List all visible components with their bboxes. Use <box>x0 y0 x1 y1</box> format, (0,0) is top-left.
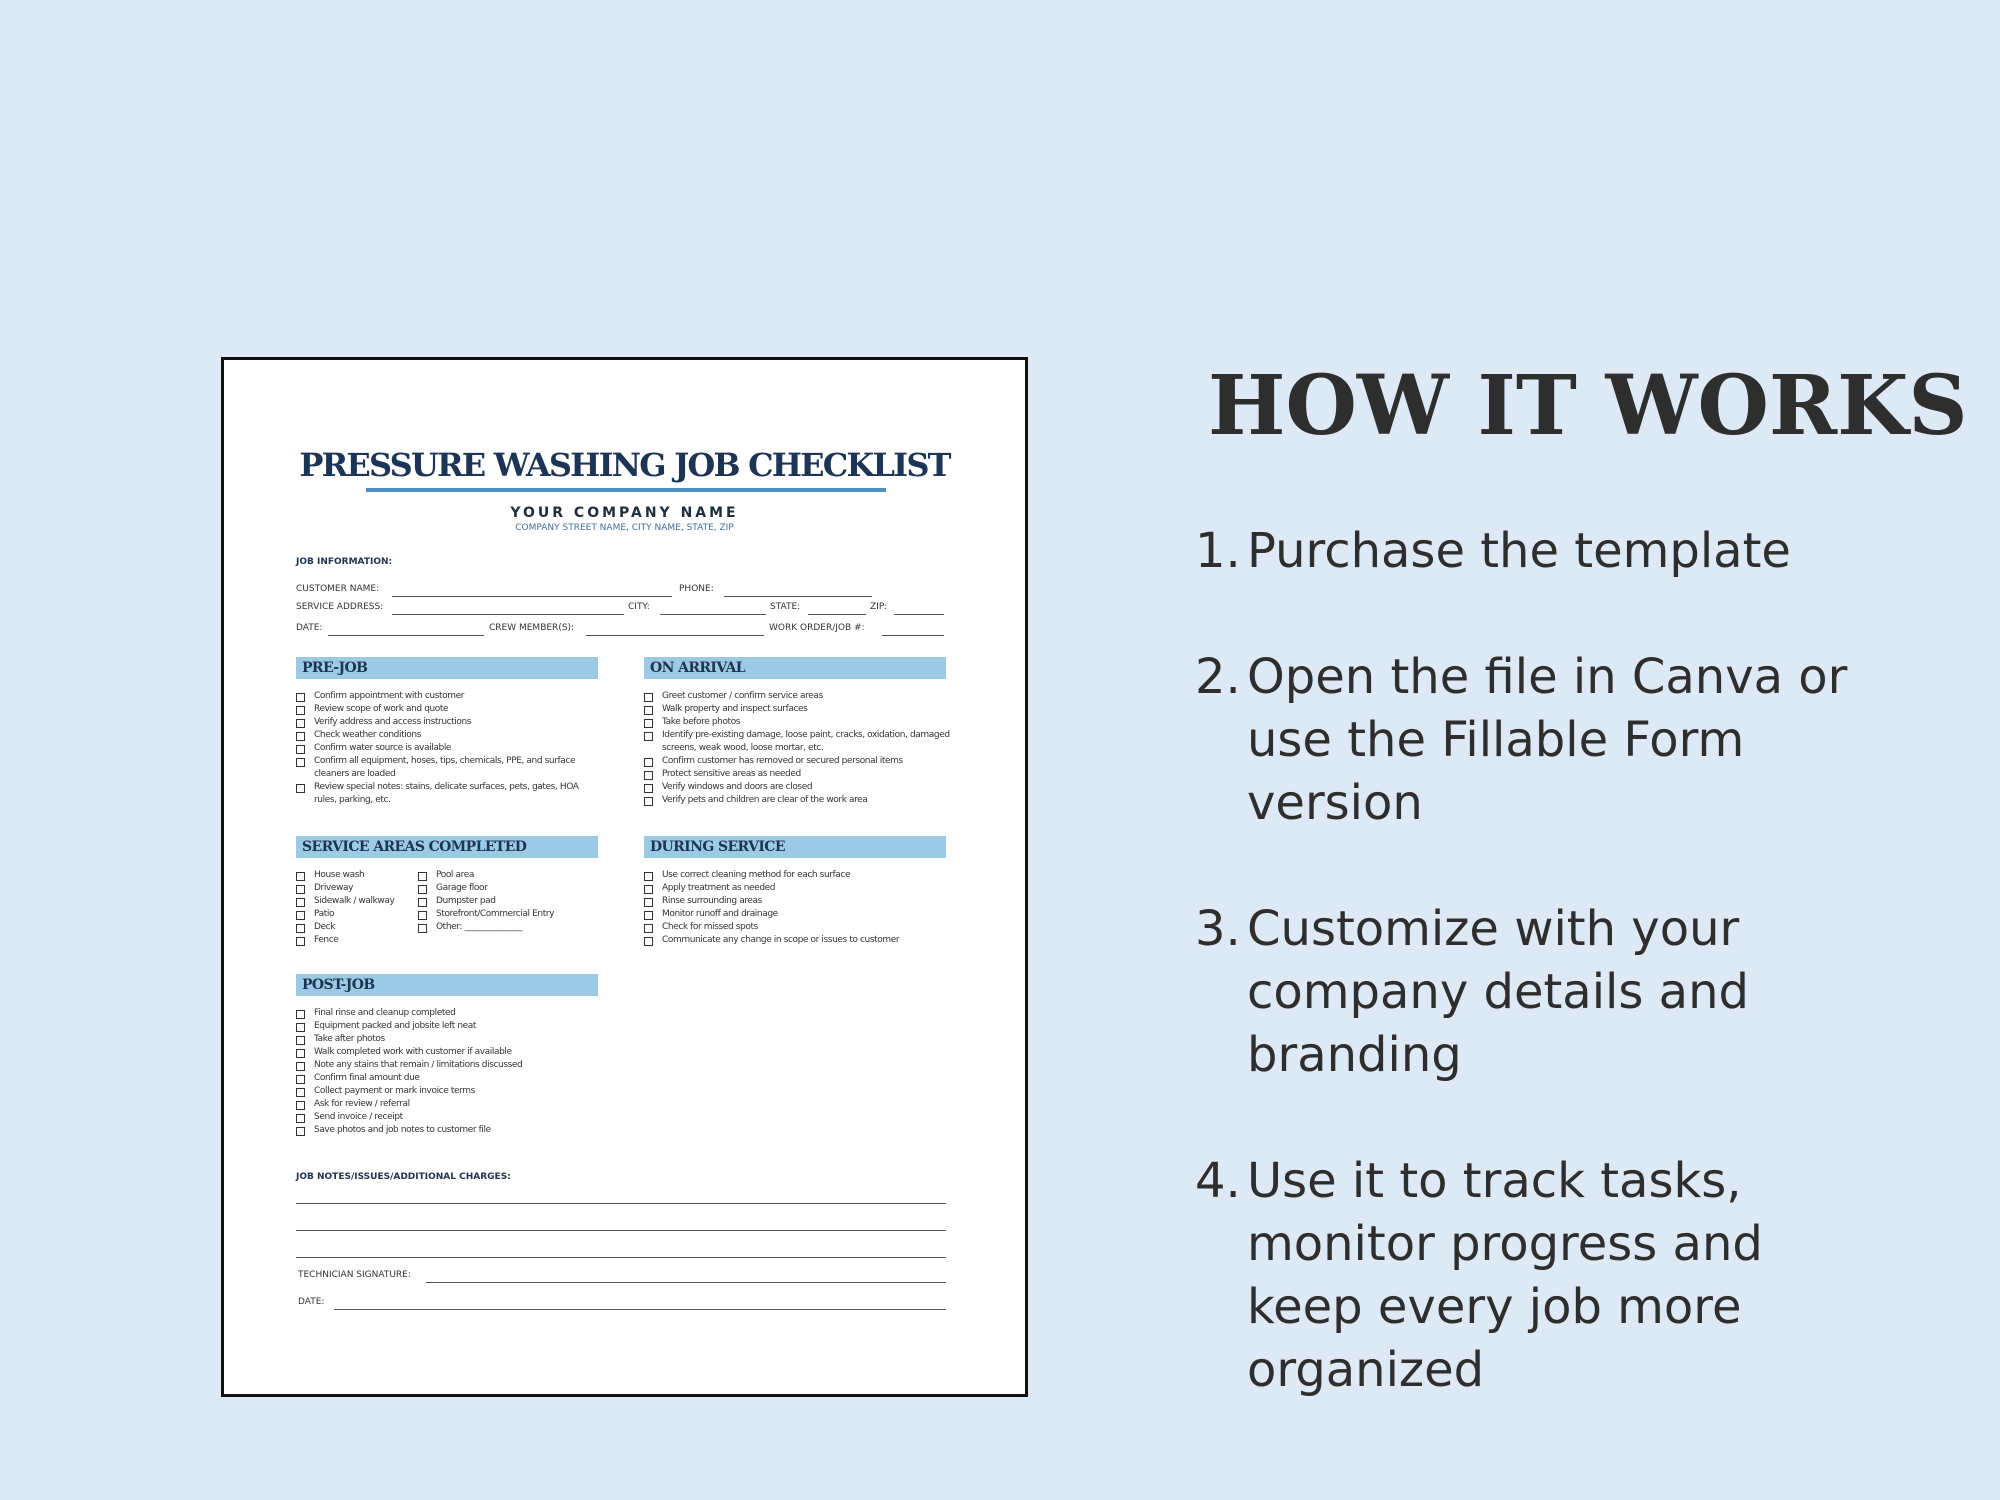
step-number: 3. <box>1195 901 1241 957</box>
checklist-item[interactable]: Rinse surrounding areas <box>644 895 956 908</box>
checklist-item[interactable]: Dumpster pad <box>418 895 598 908</box>
checkbox[interactable] <box>296 1036 305 1045</box>
checkbox[interactable] <box>644 924 653 933</box>
checklist-item[interactable]: Verify address and access instructions <box>296 716 596 729</box>
step-number: 2. <box>1195 649 1241 705</box>
checkbox[interactable] <box>644 758 653 767</box>
during-service-list <box>644 869 956 947</box>
title-underline <box>366 488 886 492</box>
work-order-label: WORK ORDER/JOB #: <box>769 623 865 633</box>
checkbox[interactable] <box>418 924 427 933</box>
checklist-item[interactable]: Deck <box>296 921 418 934</box>
how-it-works-title: HOW IT WORKS <box>1208 358 1968 454</box>
checkbox[interactable] <box>296 1127 305 1136</box>
checkbox[interactable] <box>296 1049 305 1058</box>
work-order-line <box>882 635 944 636</box>
crew-members-line <box>586 635 764 636</box>
checklist-item[interactable]: Save photos and job notes to customer file <box>296 1124 616 1137</box>
checkbox[interactable] <box>644 937 653 946</box>
checklist-item[interactable]: Other: ______________ <box>418 921 598 934</box>
signature-date-label: DATE: <box>298 1297 325 1307</box>
checkbox[interactable] <box>418 898 427 907</box>
checklist-item[interactable]: Equipment packed and jobsite left neat <box>296 1020 616 1033</box>
checklist-item[interactable]: Check for missed spots <box>644 921 956 934</box>
checklist-item[interactable]: Pool area <box>418 869 598 882</box>
service-address-label: SERVICE ADDRESS: <box>296 602 384 612</box>
step-3 <box>1195 898 1887 1087</box>
checkbox[interactable] <box>644 885 653 894</box>
step-number: 1. <box>1195 523 1241 579</box>
on-arrival-list <box>644 690 956 807</box>
checklist-item[interactable]: Use correct cleaning method for each surface <box>644 869 956 882</box>
post-job-heading: POST-JOB <box>296 974 598 996</box>
checkbox[interactable] <box>296 693 305 702</box>
service-areas-heading: SERVICE AREAS COMPLETED <box>296 836 598 858</box>
checklist-item[interactable]: Verify pets and children are clear of the work area <box>644 794 956 807</box>
checkbox[interactable] <box>296 924 305 933</box>
job-information-heading: JOB INFORMATION: <box>296 557 393 567</box>
checklist-item[interactable]: Collect payment or mark invoice terms <box>296 1085 616 1098</box>
checkbox[interactable] <box>644 719 653 728</box>
service-areas-col2 <box>418 869 598 934</box>
step-text: Use it to track tasks, monitor progress and keep every job more organized <box>1247 1153 1763 1398</box>
date-label: DATE: <box>296 623 323 633</box>
checklist-item[interactable]: Identify pre-existing damage, loose paint, cracks, oxidation, damaged screens, weak wood, loose mortar, etc. <box>644 729 956 755</box>
checklist-item[interactable]: Patio <box>296 908 418 921</box>
step-number: 4. <box>1195 1153 1241 1209</box>
checklist-preview <box>221 357 1028 1397</box>
checklist-item[interactable]: Communicate any change in scope or issues to customer <box>644 934 956 947</box>
checkbox[interactable] <box>296 1023 305 1032</box>
checkbox[interactable] <box>296 885 305 894</box>
checkbox[interactable] <box>296 1101 305 1110</box>
date-line <box>328 635 484 636</box>
checkbox[interactable] <box>418 885 427 894</box>
checkbox[interactable] <box>644 706 653 715</box>
checkbox[interactable] <box>296 1114 305 1123</box>
checklist-item[interactable]: Verify windows and doors are closed <box>644 781 956 794</box>
checklist-item[interactable]: House wash <box>296 869 418 882</box>
company-address: COMPANY STREET NAME, CITY NAME, STATE, ZIP <box>515 523 734 533</box>
checklist-item[interactable]: Apply treatment as needed <box>644 882 956 895</box>
checkbox[interactable] <box>296 898 305 907</box>
checklist-item[interactable]: Walk property and inspect surfaces <box>644 703 956 716</box>
step-text: Customize with your company details and branding <box>1247 901 1749 1083</box>
step-text: Open the file in Canva or use the Fillable Form version <box>1247 649 1848 831</box>
checkbox[interactable] <box>296 719 305 728</box>
checkbox[interactable] <box>296 784 305 793</box>
crew-members-label: CREW MEMBER(S): <box>489 623 575 633</box>
checklist-item[interactable]: Review scope of work and quote <box>296 703 596 716</box>
checklist-item[interactable]: Fence <box>296 934 418 947</box>
customer-name-label: CUSTOMER NAME: <box>296 584 380 594</box>
checklist-item[interactable]: Driveway <box>296 882 418 895</box>
checklist-item[interactable]: Confirm appointment with customer <box>296 690 596 703</box>
signature-date-line <box>334 1309 946 1310</box>
step-1 <box>1195 520 1887 583</box>
checkbox[interactable] <box>296 872 305 881</box>
checklist-item[interactable]: Review special notes: stains, delicate surfaces, pets, gates, HOA rules, parking, etc. <box>296 781 596 807</box>
checkbox[interactable] <box>296 732 305 741</box>
checklist-item[interactable]: Take after photos <box>296 1033 616 1046</box>
checkbox[interactable] <box>296 937 305 946</box>
on-arrival-heading: ON ARRIVAL <box>644 657 946 679</box>
during-service-heading: DURING SERVICE <box>644 836 946 858</box>
zip-line <box>894 614 944 615</box>
checklist-item[interactable]: Confirm final amount due <box>296 1072 616 1085</box>
signature-line <box>426 1282 946 1283</box>
checkbox[interactable] <box>644 693 653 702</box>
service-areas-col1 <box>296 869 418 947</box>
checkbox[interactable] <box>296 1088 305 1097</box>
checkbox[interactable] <box>644 797 653 806</box>
checklist-item[interactable]: Send invoice / receipt <box>296 1111 616 1124</box>
checklist-item[interactable]: Final rinse and cleanup completed <box>296 1007 616 1020</box>
state-line <box>808 614 866 615</box>
city-line <box>660 614 766 615</box>
checkbox[interactable] <box>418 911 427 920</box>
notes-line <box>296 1257 946 1258</box>
phone-line <box>724 596 872 597</box>
checklist-item[interactable]: Take before photos <box>644 716 956 729</box>
checkbox[interactable] <box>644 784 653 793</box>
step-2 <box>1195 646 1887 835</box>
checkbox[interactable] <box>644 771 653 780</box>
checkbox[interactable] <box>644 732 653 741</box>
checklist-item[interactable]: Greet customer / confirm service areas <box>644 690 956 703</box>
phone-label: PHONE: <box>679 584 714 594</box>
zip-label: ZIP: <box>870 602 888 612</box>
notes-line <box>296 1203 946 1204</box>
checklist-item[interactable]: Monitor runoff and drainage <box>644 908 956 921</box>
checkbox[interactable] <box>296 758 305 767</box>
checkbox[interactable] <box>644 898 653 907</box>
checklist-item[interactable]: Sidewalk / walkway <box>296 895 418 908</box>
checklist-item[interactable]: Confirm all equipment, hoses, tips, chemicals, PPE, and surface cleaners are loaded <box>296 755 596 781</box>
checklist-item[interactable]: Confirm customer has removed or secured personal items <box>644 755 956 768</box>
checklist-title: PRESSURE WASHING JOB CHECKLIST <box>299 446 950 484</box>
checkbox[interactable] <box>296 1075 305 1084</box>
checklist-item[interactable]: Storefront/Commercial Entry <box>418 908 598 921</box>
state-label: STATE: <box>770 602 801 612</box>
checklist-item[interactable]: Protect sensitive areas as needed <box>644 768 956 781</box>
step-4 <box>1195 1150 1887 1402</box>
checklist-item[interactable]: Confirm water source is available <box>296 742 596 755</box>
city-label: CITY: <box>628 602 650 612</box>
pre-job-list <box>296 690 596 807</box>
checkbox[interactable] <box>296 745 305 754</box>
checkbox[interactable] <box>644 911 653 920</box>
checklist-item[interactable]: Walk completed work with customer if available <box>296 1046 616 1059</box>
checkbox[interactable] <box>296 1062 305 1071</box>
checklist-item[interactable]: Note any stains that remain / limitations discussed <box>296 1059 616 1072</box>
checkbox[interactable] <box>644 872 653 881</box>
checklist-item[interactable]: Ask for review / referral <box>296 1098 616 1111</box>
company-name: YOUR COMPANY NAME <box>510 505 739 521</box>
service-address-line <box>392 614 624 615</box>
checkbox[interactable] <box>418 872 427 881</box>
technician-signature-label: TECHNICIAN SIGNATURE: <box>298 1270 411 1280</box>
checklist-item[interactable]: Check weather conditions <box>296 729 596 742</box>
notes-line <box>296 1230 946 1231</box>
checkbox[interactable] <box>296 706 305 715</box>
post-job-list <box>296 1007 616 1137</box>
pre-job-heading: PRE-JOB <box>296 657 598 679</box>
customer-name-line <box>392 596 672 597</box>
job-notes-heading: JOB NOTES/ISSUES/ADDITIONAL CHARGES: <box>296 1172 511 1182</box>
checkbox[interactable] <box>296 911 305 920</box>
step-text: Purchase the template <box>1247 523 1791 579</box>
checklist-item[interactable]: Garage floor <box>418 882 598 895</box>
checkbox[interactable] <box>296 1010 305 1019</box>
